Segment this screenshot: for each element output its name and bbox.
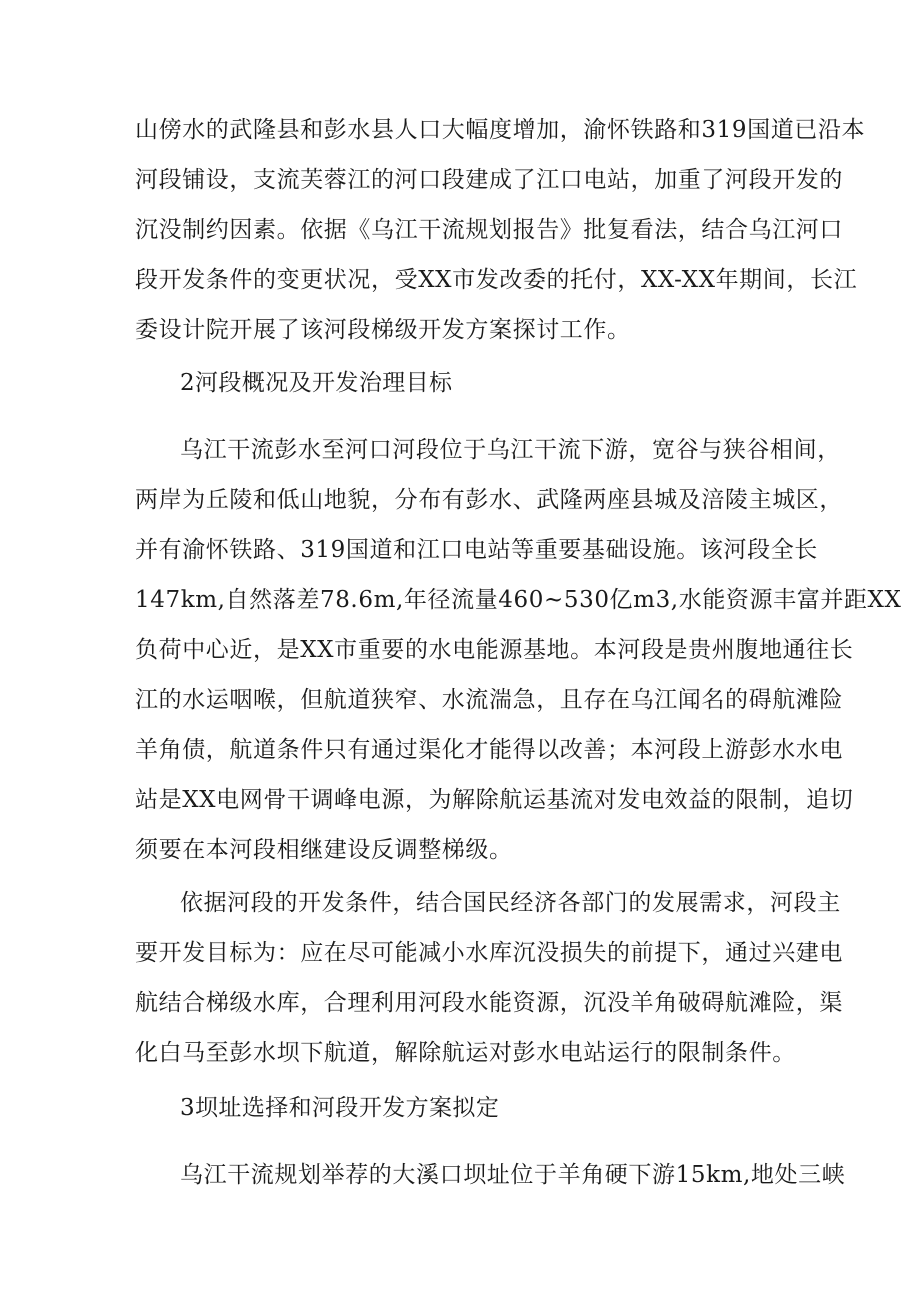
paragraph-4-line-1: 乌江干流规划举荐的大溪口坝址位于羊角硬下游15km,地处三峡 [180,1162,846,1188]
section-heading-2: 2河段概况及开发治理目标 [180,370,453,396]
paragraph-1-line-3: 沉没制约因素。依据《乌江干流规划报告》批复看法，结合乌江河口 [135,217,843,243]
paragraph-1-line-2: 河段铺设，支流芙蓉江的河口段建成了江口电站，加重了河段开发的 [135,167,843,193]
paragraph-3-line-2: 要开发目标为：应在尽可能减小水库沉没损失的前提下，通过兴建电 [135,940,843,966]
paragraph-3-line-4: 化白马至彭水坝下航道，解除航运对彭水电站运行的限制条件。 [135,1040,796,1066]
paragraph-2-line-8: 站是XX电网骨干调峰电源，为解除航运基流对发电效益的限制，追切 [135,787,854,813]
paragraph-2-line-1: 乌江干流彭水至河口河段位于乌江干流下游，宽谷与狭谷相间， [180,437,841,463]
paragraph-2-line-5: 负荷中心近，是XX市重要的水电能源基地。本河段是贵州腹地通往长 [135,637,854,663]
paragraph-2-line-7: 羊角债，航道条件只有通过渠化才能得以改善；本河段上游彭水水电 [135,737,843,763]
paragraph-2-line-9: 须要在本河段相继建设反调整梯级。 [135,837,513,863]
paragraph-3-line-1: 依据河段的开发条件，结合国民经济各部门的发展需求，河段主 [180,890,841,916]
paragraph-2-line-2: 两岸为丘陵和低山地貌，分布有彭水、武隆两座县城及涪陵主城区， [135,487,843,513]
paragraph-1-line-5: 委设计院开展了该河段梯级开发方案探讨工作。 [135,317,631,343]
section-heading-3: 3坝址选择和河段开发方案拟定 [180,1095,500,1121]
paragraph-1-line-1: 山傍水的武隆县和彭水县人口大幅度增加，渝怀铁路和319国道已沿本 [135,117,866,143]
paragraph-2-line-4: 147km,自然落差78.6m,年径流量460~530亿m3,水能资源丰富并距XX [135,587,902,613]
paragraph-3-line-3: 航结合梯级水库，合理利用河段水能资源，沉没羊角破碍航滩险，渠 [135,990,843,1016]
paragraph-2-line-6: 江的水运咽喉，但航道狭窄、水流湍急，且存在乌江闻名的碍航滩险 [135,687,843,713]
paragraph-2-line-3: 并有渝怀铁路、319国道和江口电站等重要基础设施。该河段全长 [135,537,818,563]
paragraph-1-line-4: 段开发条件的变更状况，受XX市发改委的托付，XX-XX年期间，长江 [135,267,858,293]
